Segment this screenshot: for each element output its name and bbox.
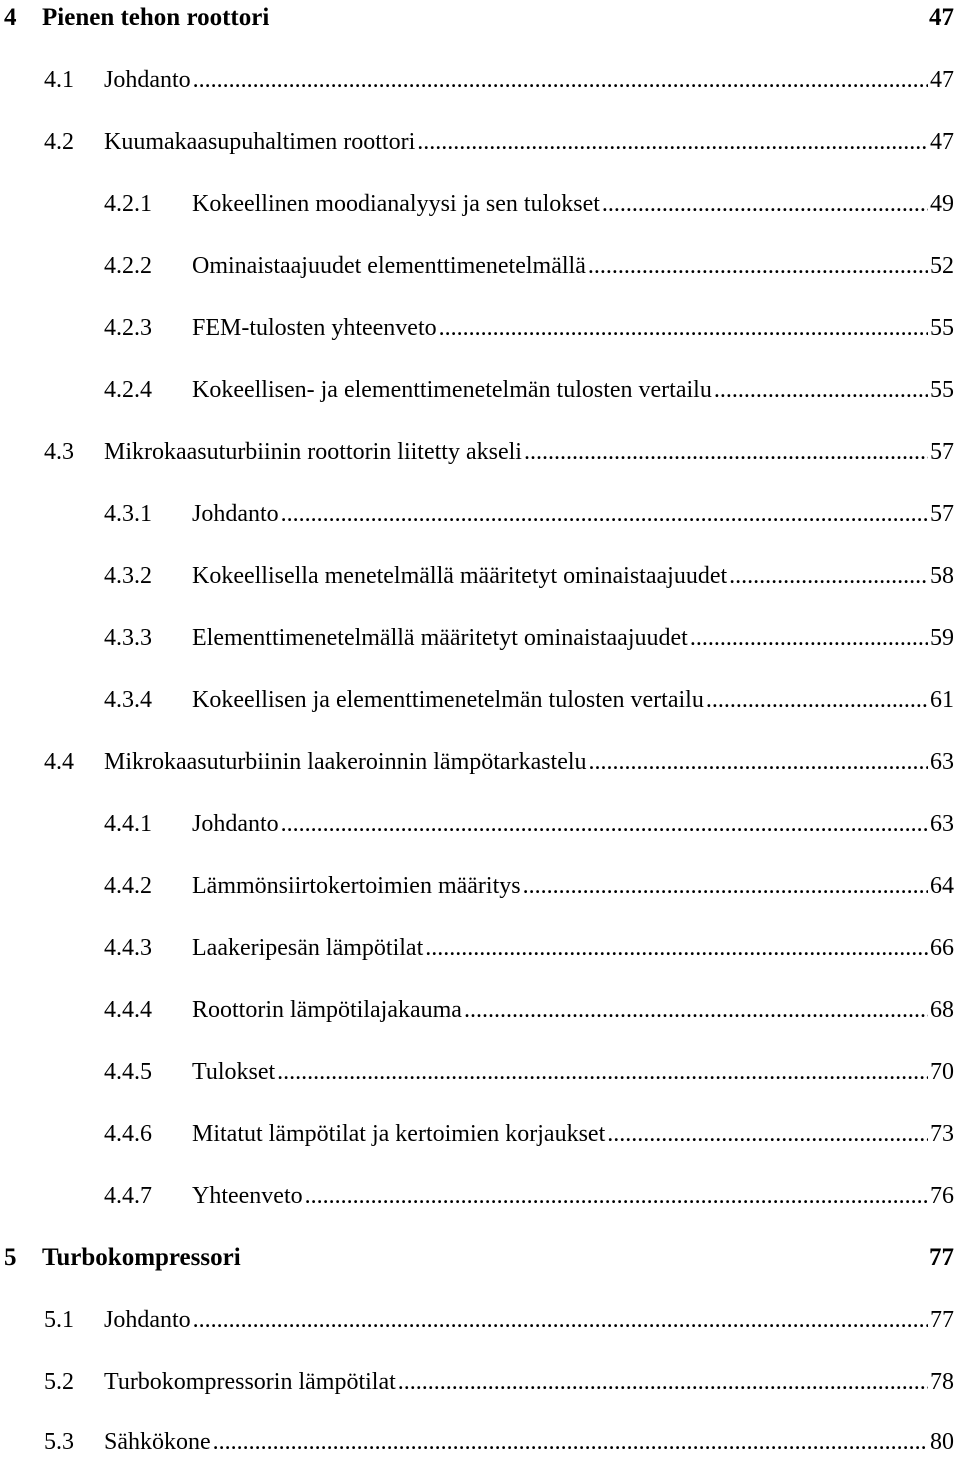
toc-leader <box>213 1428 928 1456</box>
toc-page-number: 59 <box>930 625 954 651</box>
toc-title: Johdanto <box>104 67 191 93</box>
toc-page-number: 47 <box>930 129 954 155</box>
toc-title: Turbokompressorin lämpötilat <box>104 1369 396 1395</box>
toc-number: 4.3.2 <box>104 563 152 589</box>
toc-entry[interactable] <box>0 554 960 590</box>
toc-number: 4.2.3 <box>104 315 152 341</box>
toc-leader <box>277 1058 928 1086</box>
toc-entry[interactable] <box>0 1174 960 1210</box>
toc-chapter-5[interactable] <box>0 1236 960 1272</box>
toc-title: Elementtimenetelmällä määritetyt ominaistaajuudet <box>192 625 688 651</box>
toc-entry[interactable] <box>0 430 960 466</box>
toc-title: Kokeellisen- ja elementtimenetelmän tulosten vertailu <box>192 377 712 403</box>
toc-entry[interactable] <box>0 182 960 218</box>
toc-entry[interactable] <box>0 492 960 528</box>
toc-leader <box>305 1182 928 1210</box>
toc-page-number: 55 <box>930 315 954 341</box>
toc-number: 4.3.1 <box>104 501 152 527</box>
toc-title: Mitatut lämpötilat ja kertoimien korjaukset <box>192 1121 606 1147</box>
toc-number: 4.3.3 <box>104 625 152 651</box>
toc-entry[interactable] <box>0 244 960 280</box>
toc-title: Johdanto <box>192 501 279 527</box>
toc-page-number: 57 <box>930 439 954 465</box>
toc-page-number: 49 <box>930 191 954 217</box>
toc-page-number: 55 <box>930 377 954 403</box>
toc-page-number: 47 <box>929 4 954 31</box>
toc-title: Roottorin lämpötilajakauma <box>192 997 462 1023</box>
toc-leader <box>690 624 928 652</box>
toc-title: Kokeellisella menetelmällä määritetyt ominaistaajuudet <box>192 563 728 589</box>
toc-entry[interactable] <box>0 988 960 1024</box>
toc-entry[interactable] <box>0 120 960 156</box>
toc-number: 4.4.4 <box>104 997 152 1023</box>
toc-number: 4.2 <box>44 129 74 155</box>
toc-number: 4 <box>4 4 17 31</box>
toc-leader <box>193 66 928 94</box>
toc-entry[interactable] <box>0 58 960 94</box>
toc-page-number: 77 <box>930 1307 954 1333</box>
toc-entry[interactable] <box>0 864 960 900</box>
toc-leader <box>588 252 928 280</box>
toc-title: Mikrokaasuturbiinin laakeroinnin lämpötarkastelu <box>104 749 587 775</box>
toc-leader <box>425 934 928 962</box>
toc-page-number: 58 <box>930 563 954 589</box>
toc-title: Kokeellisen ja elementtimenetelmän tulosten vertailu <box>192 687 704 713</box>
toc-entry[interactable] <box>0 678 960 714</box>
toc-number: 5.2 <box>44 1369 74 1395</box>
toc-number: 4.3 <box>44 439 74 465</box>
toc-title: FEM-tulosten yhteenveto <box>192 315 437 341</box>
toc-leader <box>417 128 928 156</box>
toc-page-number: 70 <box>930 1059 954 1085</box>
toc-title: Yhteenveto <box>192 1183 303 1209</box>
toc-leader <box>523 872 928 900</box>
toc-entry[interactable] <box>0 368 960 404</box>
toc-entry[interactable] <box>0 1360 960 1396</box>
toc-number: 4.4.6 <box>104 1121 152 1147</box>
toc-page-number: 66 <box>930 935 954 961</box>
toc-number: 4.4.7 <box>104 1183 152 1209</box>
toc-number: 4.4 <box>44 749 74 775</box>
toc-title: Lämmönsiirtokertoimien määritys <box>192 873 521 899</box>
toc-chapter-4[interactable] <box>0 0 960 32</box>
toc-number: 4.1 <box>44 67 74 93</box>
toc-leader <box>602 190 928 218</box>
toc-page-number: 80 <box>930 1429 954 1455</box>
toc-number: 4.3.4 <box>104 687 152 713</box>
toc-title: Laakeripesän lämpötilat <box>192 935 424 961</box>
toc-title: Tulokset <box>192 1059 276 1085</box>
toc-leader <box>607 1120 928 1148</box>
toc-page-number: 76 <box>930 1183 954 1209</box>
toc-title: Mikrokaasuturbiinin roottorin liitetty akseli <box>104 439 522 465</box>
toc-entry[interactable] <box>0 1050 960 1086</box>
toc-leader <box>524 438 928 466</box>
toc-number: 5.1 <box>44 1307 74 1333</box>
toc-number: 4.4.2 <box>104 873 152 899</box>
toc-entry[interactable] <box>0 926 960 962</box>
toc-number: 4.4.3 <box>104 935 152 961</box>
toc-entry[interactable] <box>0 1298 960 1334</box>
toc-title: Johdanto <box>192 811 279 837</box>
toc-page-number: 77 <box>929 1244 954 1271</box>
toc-title: Johdanto <box>104 1307 191 1333</box>
toc-page-number: 63 <box>930 749 954 775</box>
toc-title: Pienen tehon roottori <box>42 4 270 31</box>
toc-page-number: 73 <box>930 1121 954 1147</box>
toc-leader <box>193 1306 928 1334</box>
toc-leader <box>729 562 928 590</box>
toc-leader <box>714 376 928 404</box>
toc-page-number: 61 <box>930 687 954 713</box>
toc-page-number: 64 <box>930 873 954 899</box>
toc-entry[interactable] <box>0 740 960 776</box>
toc-entry[interactable] <box>0 802 960 838</box>
toc-number: 4.2.2 <box>104 253 152 279</box>
toc-title: Ominaistaajuudet elementtimenetelmällä <box>192 253 586 279</box>
toc-number: 4.2.4 <box>104 377 152 403</box>
toc-page-number: 57 <box>930 501 954 527</box>
toc-leader <box>281 810 928 838</box>
toc-number: 4.4.1 <box>104 811 152 837</box>
toc-leader <box>706 686 928 714</box>
toc-entry[interactable] <box>0 1420 960 1456</box>
toc-number: 4.4.5 <box>104 1059 152 1085</box>
toc-title: Sähkökone <box>104 1429 211 1455</box>
toc-page-number: 63 <box>930 811 954 837</box>
toc-leader <box>439 314 928 342</box>
toc-page-number: 52 <box>930 253 954 279</box>
toc-entry[interactable] <box>0 306 960 342</box>
toc-leader <box>464 996 928 1024</box>
toc-number: 5 <box>4 1244 17 1271</box>
toc-title: Kokeellinen moodianalyysi ja sen tulokset <box>192 191 600 217</box>
toc-page-number: 68 <box>930 997 954 1023</box>
toc-leader <box>281 500 928 528</box>
toc-leader <box>589 748 928 776</box>
toc-title: Turbokompressori <box>42 1244 241 1271</box>
toc-entry[interactable] <box>0 616 960 652</box>
toc-page-number: 47 <box>930 67 954 93</box>
toc-number: 5.3 <box>44 1429 74 1455</box>
toc-page-number: 78 <box>930 1369 954 1395</box>
toc-number: 4.2.1 <box>104 191 152 217</box>
toc-leader <box>398 1368 928 1396</box>
toc-title: Kuumakaasupuhaltimen roottori <box>104 129 416 155</box>
toc-entry[interactable] <box>0 1112 960 1148</box>
